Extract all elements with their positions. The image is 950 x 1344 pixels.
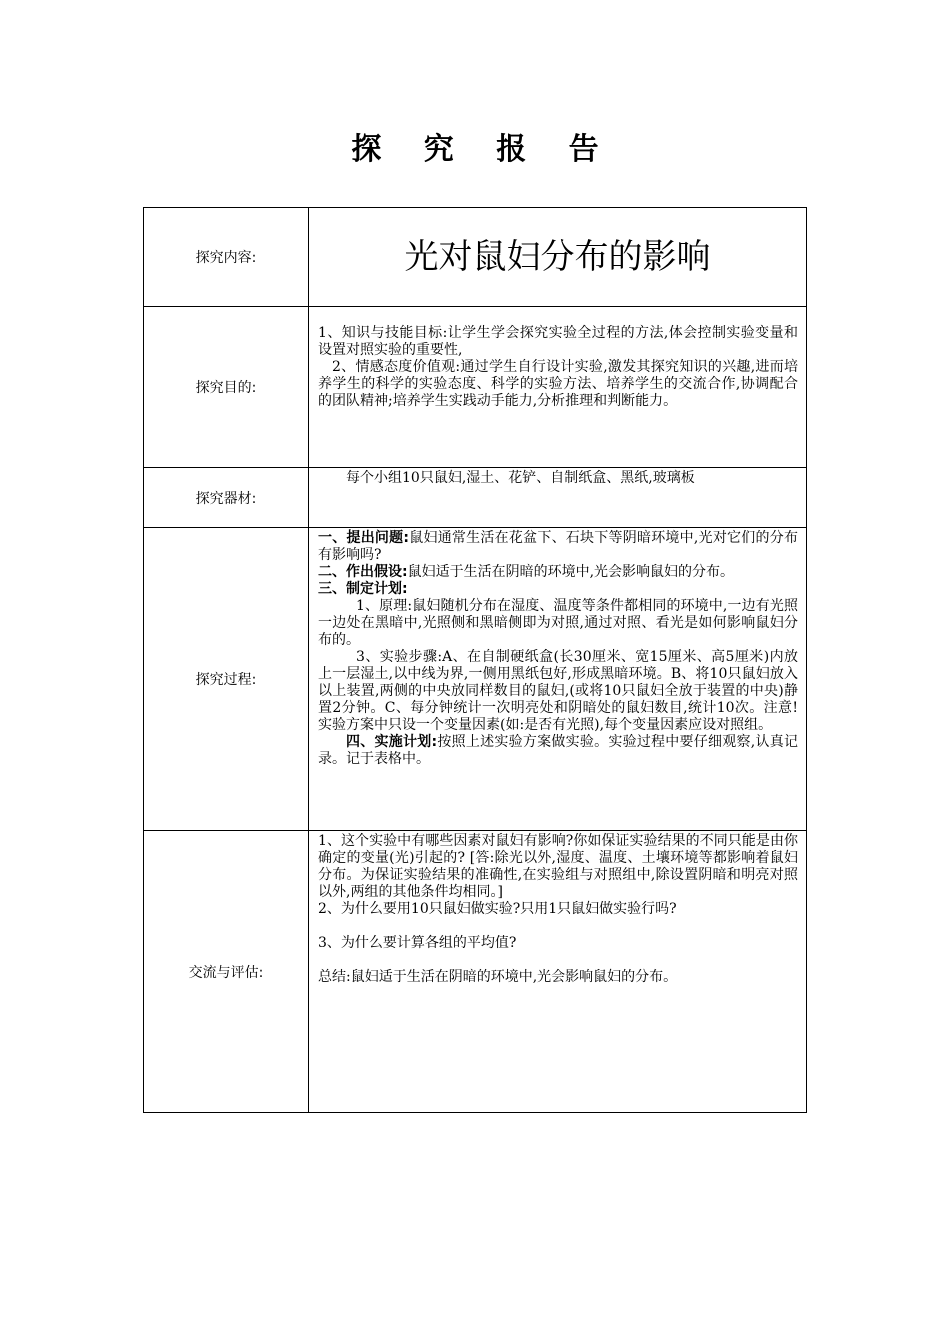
equipment-text: 每个小组10只鼠妇,湿土、花铲、自制纸盒、黑纸,玻璃板 [346, 470, 695, 486]
purpose-p1: 1、知识与技能目标:让学生学会探究实验全过程的方法,体会控制实验变量和设置对照实验的重要性, [318, 325, 798, 358]
eval-q1: 1、这个实验中有哪些因素对鼠妇有影响?你如保证实验结果的不同只能是由你确定的变量(光)引起的? [答:除光以外,湿度、温度、土壤环境等都影响着鼠妇分布。为保证实验结果的准确性,在实验组与对照组中,除设置阴暗和明亮对照以外,两组的其他条件均相同。] [318, 833, 798, 900]
cell-process [309, 528, 807, 831]
s3-heading: 三、制定计划: [318, 581, 408, 597]
eval-summary: 总结:鼠妇适于生活在阴暗的环境中,光会影响鼠妇的分布。 [318, 969, 678, 985]
process-s4 [318, 734, 798, 768]
label-equipment: 探究器材: [144, 468, 309, 528]
row-content [144, 208, 807, 307]
row-process [144, 528, 807, 831]
cell-equipment [309, 468, 807, 528]
cell-topic [309, 208, 807, 307]
eval-q3: 3、为什么要计算各组的平均值? [318, 935, 517, 951]
label-evaluation: 交流与评估: [144, 831, 309, 1113]
s2-text: 鼠妇适于生活在阴暗的环境中,光会影响鼠妇的分布。 [407, 564, 735, 580]
topic-title: 光对鼠妇分布的影响 [404, 237, 711, 277]
label-purpose: 探究目的: [144, 307, 309, 468]
label-process: 探究过程: [144, 528, 309, 831]
process-s2 [318, 564, 798, 581]
row-equipment [144, 468, 807, 528]
row-purpose [144, 307, 807, 468]
eval-q2: 2、为什么要用10只鼠妇做实验?只用1只鼠妇做实验行吗? [318, 901, 677, 917]
page-title: 探 究 报 告 [351, 132, 615, 167]
row-evaluation [144, 831, 807, 1113]
s2-heading: 二、作出假设: [318, 564, 408, 580]
process-s3 [318, 581, 798, 598]
report-table [143, 207, 807, 1113]
s4-text: 按照上述实验方案做实验。实验过程中要仔细观察,认真记录。记于表格中。 [318, 734, 798, 767]
label-content: 探究内容: [144, 208, 309, 307]
process-s1 [318, 530, 798, 564]
process-s3-p2: 3、实验步骤:A、在自制硬纸盒(长30厘米、宽15厘米、高5厘米)内放上一层湿土,以中线为界,一侧用黑纸包好,形成黑暗环境。B、将10只鼠妇放入以上装置,两侧的中央放同样数目的鼠妇,(或将10只鼠妇全放于装置的中央)静置2分钟。C、每分钟统计一次明亮处和阴暗处的鼠妇数目,统计10次。注意!实验方案中只设一个变量因素(如:是否有光照),每个变量因素应设对照组。 [318, 649, 798, 733]
cell-purpose [309, 307, 807, 468]
s1-heading: 一、提出问题: [318, 530, 409, 546]
purpose-p2: 2、情感态度价值观:通过学生自行设计实验,激发其探究知识的兴趣,进而培养学生的科学的实验态度、科学的实验方法、培养学生的交流合作,协调配合的团队精神;培养学生实践动手能力,分析推理和判断能力。 [318, 359, 798, 409]
process-s3-p1: 1、原理:鼠妇随机分布在湿度、温度等条件都相同的环境中,一边有光照一边处在黑暗中,光照侧和黑暗侧即为对照,通过对照、看光是如何影响鼠妇分布的。 [318, 598, 798, 648]
s1-text: 鼠妇通常生活在花盆下、石块下等阴暗环境中,光对它们的分布有影响吗? [318, 530, 798, 563]
s4-heading: 四、实施计划: [346, 734, 438, 750]
cell-evaluation [309, 831, 807, 1113]
